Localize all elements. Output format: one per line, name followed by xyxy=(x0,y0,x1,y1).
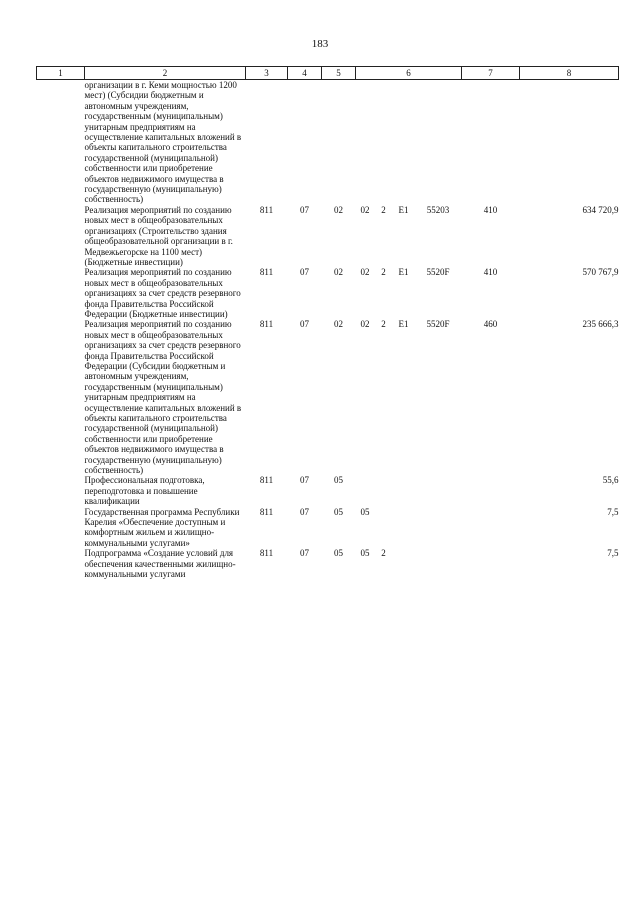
row-subsection-code: 05 xyxy=(334,475,343,486)
row-program-code: 05 xyxy=(360,506,370,517)
row-blank-col1 xyxy=(37,267,85,319)
row-amount xyxy=(520,80,619,205)
row-ministry-code: 811 xyxy=(259,475,274,486)
row-project-code: E1 xyxy=(398,319,409,330)
row-project-code xyxy=(393,475,415,506)
table-row xyxy=(37,80,619,205)
row-subsection-code: 05 xyxy=(334,548,343,559)
row-subprogram-code: 2 xyxy=(381,319,386,330)
table-row xyxy=(37,548,619,579)
row-section-code: 07 xyxy=(300,319,309,330)
row-subprogram-code: 2 xyxy=(381,548,386,559)
row-blank-col1 xyxy=(37,80,85,205)
row-blank-col1 xyxy=(37,319,85,475)
row-blank-col1 xyxy=(37,475,85,506)
column-header-8: 8 xyxy=(520,67,619,80)
row-expense-type xyxy=(462,507,520,549)
row-direction-code: 5520F xyxy=(426,267,450,278)
row-section-code xyxy=(288,80,322,205)
row-subsection-code: 02 xyxy=(334,267,343,278)
row-name: Профессиональная подготовка, переподготовка и повышение квалификации xyxy=(84,475,205,507)
row-direction-code xyxy=(415,507,462,549)
row-subprogram-code xyxy=(375,475,393,506)
table-row xyxy=(37,205,619,267)
table-row xyxy=(37,475,619,506)
table-row xyxy=(37,507,619,549)
row-amount: 570 767,9 xyxy=(582,267,619,278)
row-direction-code xyxy=(415,548,462,579)
row-expense-type: 460 xyxy=(483,319,498,330)
row-subsection-code: 05 xyxy=(334,506,343,517)
row-section-code: 07 xyxy=(300,506,309,517)
row-name: Государственная программа Республики Карелия «Обеспечение доступным и комфортным жильем и жилищно-коммунальными услугами» xyxy=(84,506,240,548)
row-amount: 235 666,3 xyxy=(582,319,619,330)
row-name: Реализация мероприятий по созданию новых мест в общеобразовательных организациях за счет средств резервного фонда Правительства Российской Федерации (Бюджетные инвестиции) xyxy=(84,267,241,319)
row-section-code: 07 xyxy=(300,267,309,278)
row-expense-type xyxy=(462,548,520,579)
row-expense-type: 410 xyxy=(483,204,498,215)
row-subsection-code: 02 xyxy=(334,319,343,330)
column-header-2: 2 xyxy=(85,67,246,80)
row-amount: 634 720,9 xyxy=(582,204,619,215)
row-project-code: E1 xyxy=(398,204,409,215)
row-project-code: E1 xyxy=(398,267,409,278)
row-project-code xyxy=(393,548,415,579)
row-program-code xyxy=(356,80,375,205)
row-program-code: 02 xyxy=(360,267,370,278)
row-subsection-code xyxy=(322,80,356,205)
row-program-code xyxy=(356,475,375,506)
row-amount: 55,6 xyxy=(602,475,619,486)
row-expense-type: 410 xyxy=(483,267,498,278)
row-subprogram-code: 2 xyxy=(381,204,386,215)
row-blank-col1 xyxy=(37,205,85,267)
row-subsection-code: 02 xyxy=(334,204,343,215)
row-direction-code xyxy=(415,475,462,506)
row-direction-code: 5520F xyxy=(426,319,450,330)
column-header-1: 1 xyxy=(37,67,85,80)
row-section-code: 07 xyxy=(300,548,309,559)
row-project-code xyxy=(393,80,415,205)
row-program-code: 05 xyxy=(360,548,370,559)
column-header-5: 5 xyxy=(322,67,356,80)
page-number: 183 xyxy=(311,38,329,50)
header-row xyxy=(37,67,619,80)
column-header-6: 6 xyxy=(356,67,462,80)
row-blank-col1 xyxy=(37,548,85,579)
row-ministry-code: 811 xyxy=(259,267,274,278)
row-ministry-code: 811 xyxy=(259,506,274,517)
row-name: Подпрограмма «Создание условий для обеспечения качественными жилищно-коммунальными услугами xyxy=(84,548,236,580)
row-ministry-code xyxy=(246,80,288,205)
row-program-code: 02 xyxy=(360,204,370,215)
column-header-7: 7 xyxy=(462,67,520,80)
row-subprogram-code xyxy=(375,507,393,549)
row-amount: 7,5 xyxy=(607,548,619,559)
row-name: Реализация мероприятий по созданию новых мест в общеобразовательных организациях за счет средств резервного фонда Правительства Российской Федерации (Субсидии бюджетным и автономным учреждениям, государственным (муниципальным) унитарным предприятиям на осуществление капитальных вложений в объекты капитального строительства государственной (муниципальной) собственности или приобретение объектов недвижимого имущества в государственную (муниципальную) собственность) xyxy=(84,319,242,476)
row-expense-type xyxy=(462,80,520,205)
row-subprogram-code xyxy=(375,80,393,205)
column-header-3: 3 xyxy=(246,67,288,80)
row-name: Реализация мероприятий по созданию новых мест в общеобразовательных организациях (Строительство здания общеобразовательной организации в г. Медвежьегорске на 1100 мест) (Бюджетные инвестиции) xyxy=(84,204,233,267)
row-program-code: 02 xyxy=(360,319,370,330)
row-section-code: 07 xyxy=(300,475,309,486)
column-header-4: 4 xyxy=(288,67,322,80)
row-blank-col1 xyxy=(37,507,85,549)
row-ministry-code: 811 xyxy=(259,548,274,559)
row-amount: 7,5 xyxy=(607,506,619,517)
row-expense-type xyxy=(462,475,520,506)
table-row xyxy=(37,319,619,475)
budget-table xyxy=(36,66,619,580)
table-row xyxy=(37,267,619,319)
row-ministry-code: 811 xyxy=(259,319,274,330)
row-direction-code xyxy=(415,80,462,205)
row-name: организации в г. Кеми мощностью 1200 мест) (Субсидии бюджетным и автономным учреждениям, государственным (муниципальным) унитарным предприятиям на осуществление капитальных вложений в объекты капитального строительства государственной (муниципальной) собственности или приобретение объектов недвижимого имущества в государственную (муниципальную) собственность) xyxy=(84,80,242,205)
row-project-code xyxy=(393,507,415,549)
row-direction-code: 55203 xyxy=(426,204,450,215)
row-subprogram-code: 2 xyxy=(381,267,386,278)
row-ministry-code: 811 xyxy=(259,204,274,215)
row-section-code: 07 xyxy=(300,204,309,215)
